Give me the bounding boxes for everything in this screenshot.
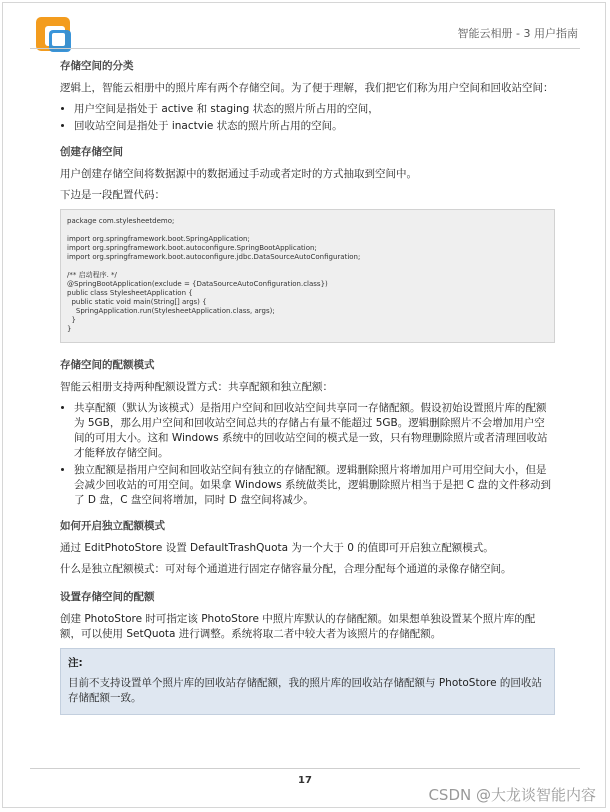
- list-item: • 共享配额（默认为该模式）是指用户空间和回收站空间共享同一存储配额。假设初始设置照片库的配额为 5GB，那么用户空间和回收站空间总共的存储占有量不能超过 5GB。逻辑删除照片不会增加用户空间的可用大小。这和 Windows 系统中的回收站空间的模式是一致，只有物理删除照片或者清理回收站才能释放存储空间。: [74, 401, 555, 461]
- list-item: • 用户空间是指处于 active 和 staging 状态的照片所占用的空间，: [74, 102, 555, 117]
- code-line: import org.springframework.boot.autoconfigure.SpringBootApplication;: [67, 244, 317, 252]
- paragraph: 用户创建存储空间将数据源中的数据通过手动或者定时的方式抽取到空间中。: [60, 168, 417, 180]
- note-title: 注:: [68, 657, 83, 669]
- code-line: import org.springframework.boot.SpringApplication;: [67, 235, 250, 243]
- page-number: 17: [298, 775, 312, 786]
- footer-divider: [30, 768, 580, 769]
- section-title-quota-mode: 存储空间的配额模式: [60, 359, 155, 371]
- document-body: [60, 58, 555, 715]
- paragraph: 通过 EditPhotoStore 设置 DefaultTrashQuota 为一个大于 0 的值即可开启独立配额模式。: [60, 542, 494, 554]
- section-title-enable-independent: 如何开启独立配额模式: [60, 520, 165, 532]
- code-line: /** 启动程序. */: [67, 271, 117, 279]
- code-line: }: [67, 325, 72, 333]
- code-line: import org.springframework.boot.autoconfigure.jdbc.DataSourceAutoConfiguration;: [67, 253, 361, 261]
- bullet-list: [60, 401, 555, 508]
- paragraph: 逻辑上，智能云相册中的照片库有两个存储空间。为了便于理解，我们把它们称为用户空间和回收站空间：: [60, 82, 554, 94]
- code-line: @SpringBootApplication(exclude = {DataSourceAutoConfiguration.class}): [67, 280, 328, 288]
- paragraph: 创建 PhotoStore 时可指定该 PhotoStore 中照片库默认的存储配额。如果想单独设置某个照片库的配额，可以使用 SetQuota 进行调整。系统将取二者中较大者为该照片的存储配额。: [60, 613, 536, 640]
- paragraph: 什么是独立配额模式：可对每个通道进行固定存储容量分配，合理分配每个通道的录像存储空间。: [60, 563, 512, 575]
- header-title: 智能云相册 - 3 用户指南: [457, 27, 578, 40]
- code-line: [67, 226, 548, 235]
- section-title-create-storage: 创建存储空间: [60, 146, 123, 158]
- code-line: [67, 262, 548, 271]
- list-item: • 回收站空间是指处于 inactvie 状态的照片所占用的空间。: [74, 119, 555, 134]
- note-text: 目前不支持设置单个照片库的回收站存储配额，我的照片库的回收站存储配额与 PhotoStore 的回收站存储配额一致。: [68, 677, 542, 704]
- app-logo-icon: [36, 17, 74, 55]
- list-item: • 独立配额是指用户空间和回收站空间有独立的存储配额。逻辑删除照片将增加用户可用空间大小，但是会减少回收站的可用空间。如果拿 Windows 系统做类比，逻辑删除照片相当于是把 C 盘的文件移动到了 D 盘，C 盘空间将增加，同时 D 盘空间将减少。: [74, 463, 555, 508]
- code-block: [60, 209, 555, 343]
- section-title-set-quota: 设置存储空间的配额: [60, 591, 155, 603]
- section-title-storage-types: 存储空间的分类: [60, 60, 134, 72]
- note-box: [60, 648, 555, 715]
- code-line: }: [67, 316, 76, 324]
- watermark: CSDN @大龙谈智能内容: [428, 786, 596, 804]
- paragraph: 下边是一段配置代码：: [60, 189, 165, 201]
- code-line: package com.stylesheetdemo;: [67, 217, 175, 225]
- header-divider: [30, 48, 580, 49]
- bullet-list: [60, 102, 555, 134]
- code-line: public static void main(String[] args) {: [67, 298, 207, 306]
- code-line: public class StylesheetApplication {: [67, 289, 193, 297]
- paragraph: 智能云相册支持两种配额设置方式：共享配额和独立配额：: [60, 381, 333, 393]
- code-line: SpringApplication.run(StylesheetApplication.class, args);: [67, 307, 275, 315]
